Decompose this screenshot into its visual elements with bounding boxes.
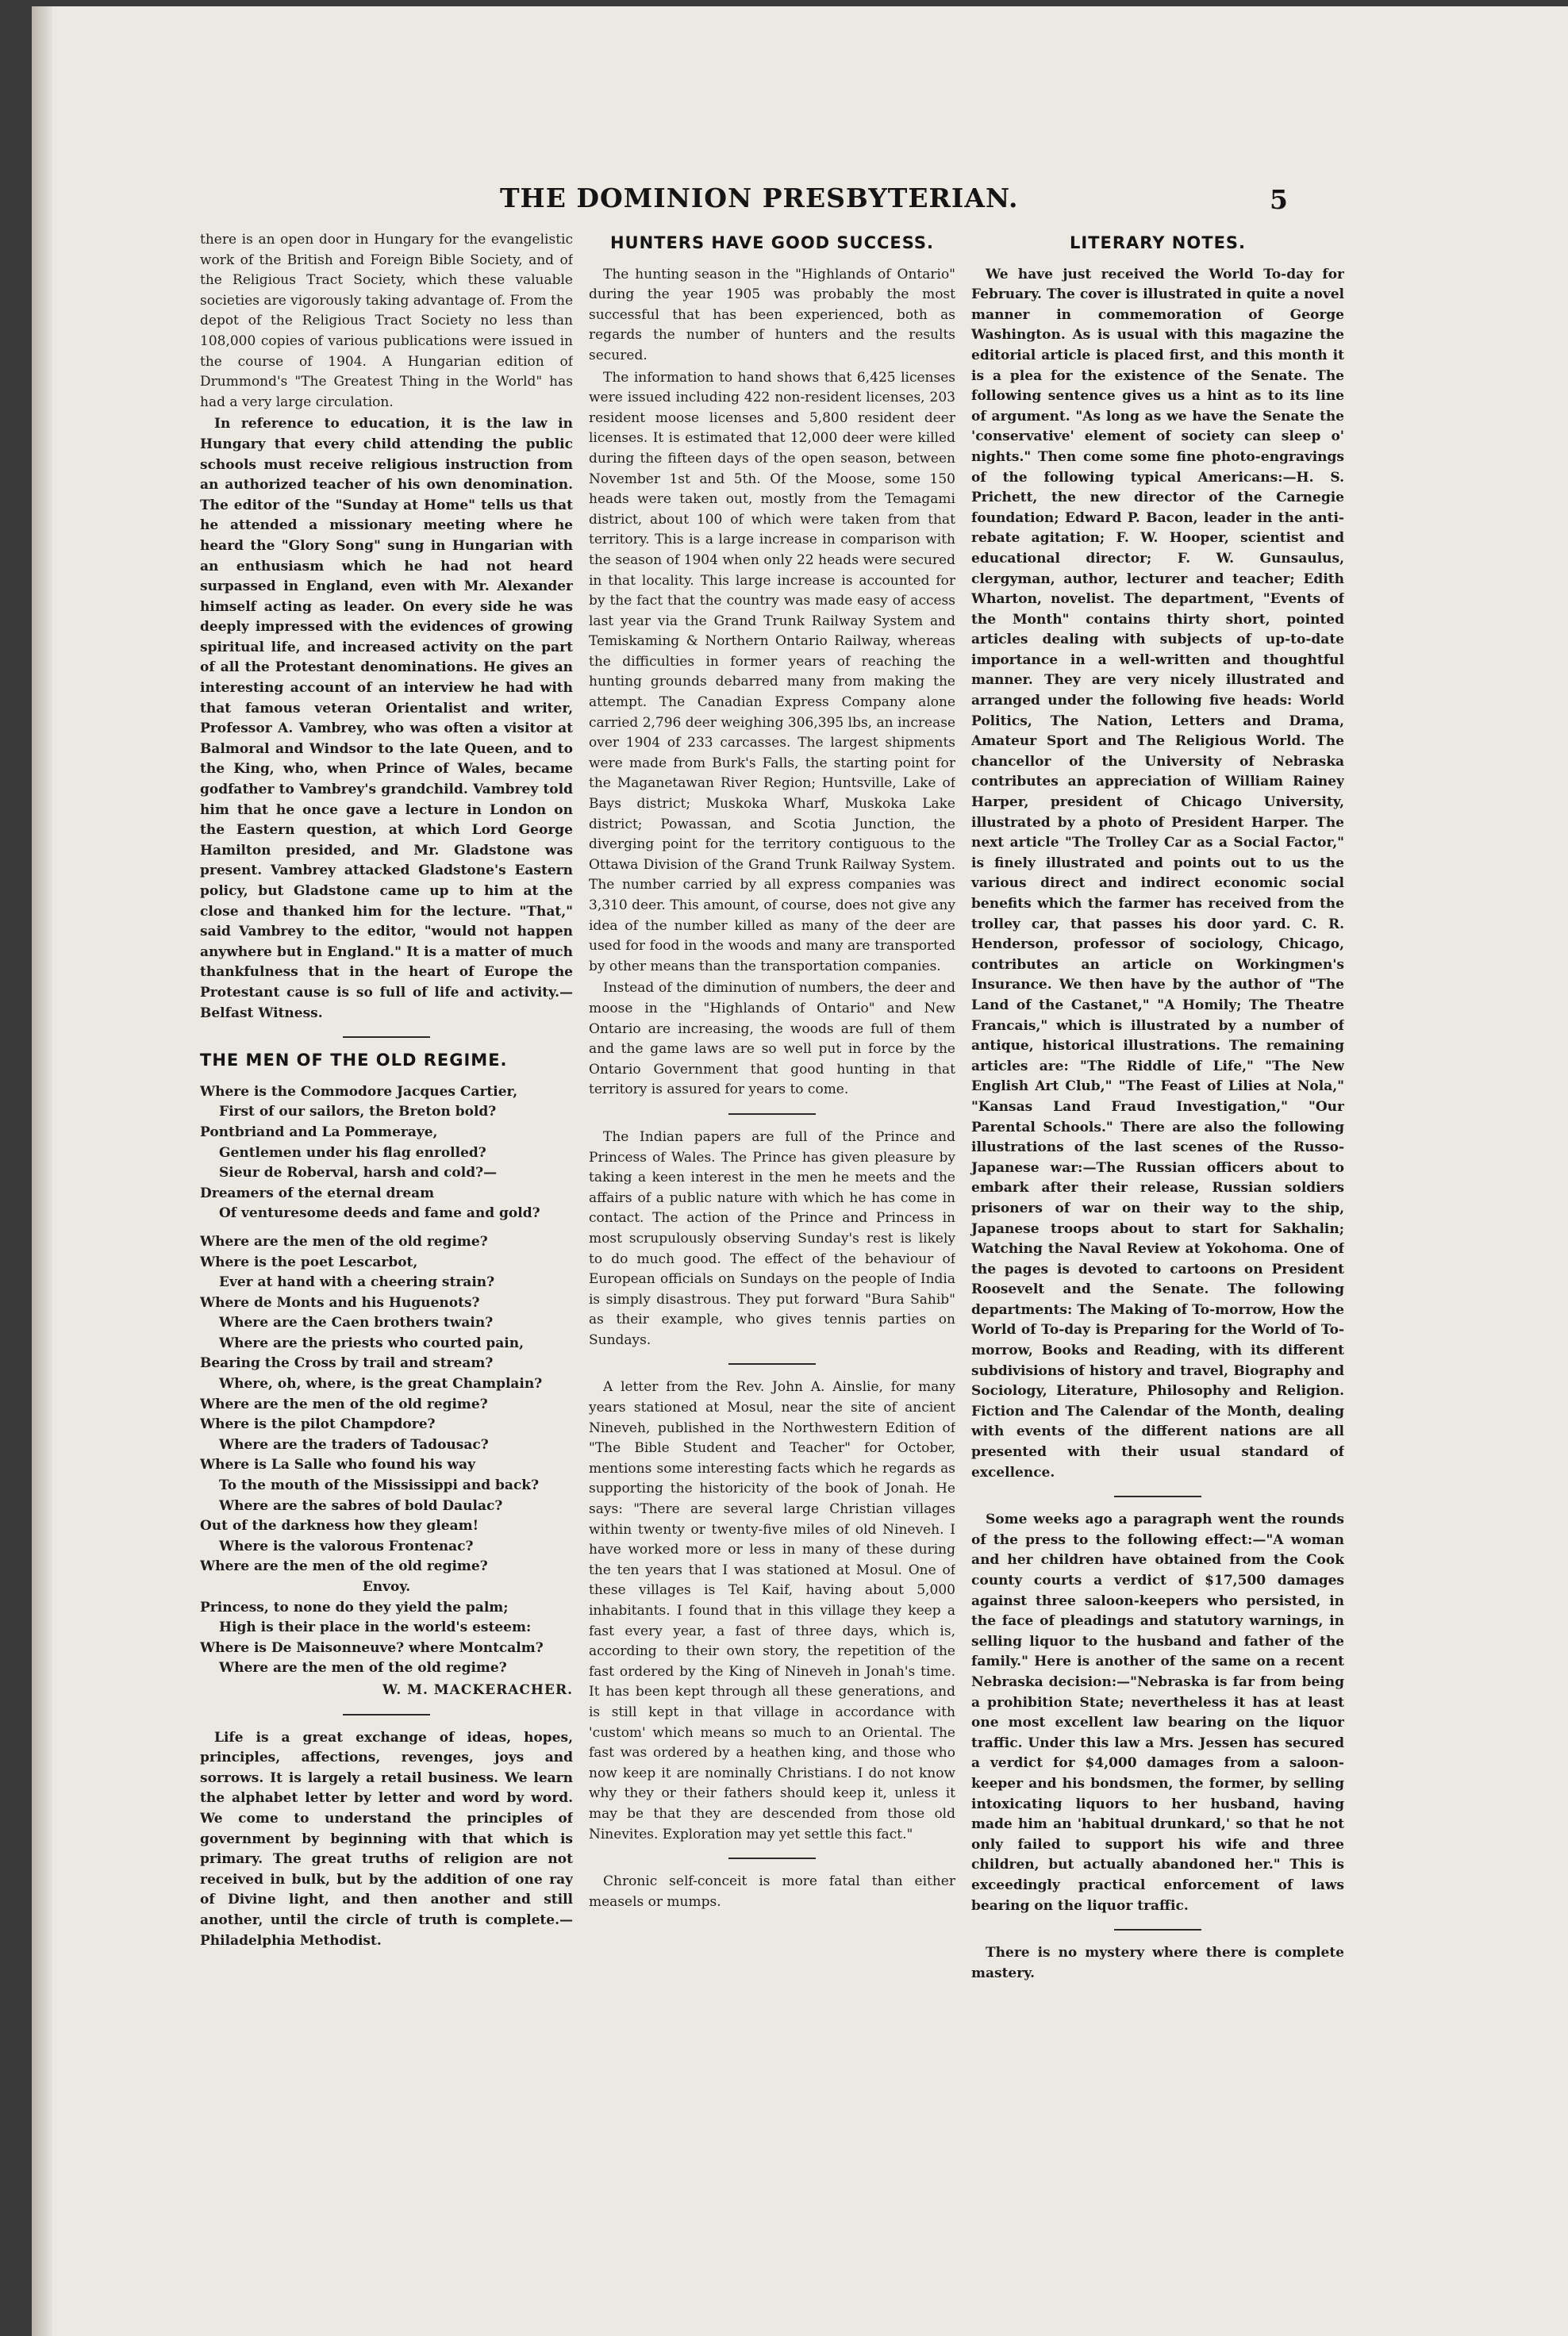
poem-line: Where, oh, where, is the great Champlain? [219,1376,543,1393]
poem-line: Gentlemen under his flag enrolled? [219,1144,486,1161]
poem-line: Dreamers of the eternal dream [200,1185,435,1201]
envoy-line: High is their place in the world's esteem: [219,1619,532,1636]
poem-line: To the mouth of the Mississippi and back? [219,1477,540,1494]
chronic-conceit-paragraph: Chronic self-conceit is more fatal than either measels or mumps. [589,1873,955,1910]
poem-line: Where are the men of the old regime? [200,1396,488,1412]
hunters-paragraph-1: The hunting season in the "Highlands of Ontario" during the year 1905 was probably the most successful that has been experienced, both as regards the number of hunters and the results secured. [589,266,955,363]
envoy-line: Where is De Maisonneuve? where Montcalm? [200,1639,544,1656]
poem-line: Where is the valorous Frontenac? [219,1538,474,1554]
poem-line: Where is La Salle who found his way [200,1457,475,1473]
hunters-paragraph-2: The information to hand shows that 6,425 licenses were issued including 422 non-resident licenses, 203 resident moose licenses and 5,800 resident deer licenses. It is estimated that 12,000 deer were killed during the fifteen days of the open season, between November 1st and 5th. Of the Moose, some 150 heads were taken out, mostly from the Temagami district, about 100 of which were taken from that territory. This is a large increase in comparison with the season of 1904 when only 22 heads were secured in that locality. This large increase is accounted for by the fact that the country was made easy of access last year via the Grand Trunk Railway System and Temiskaming & Northern Ontario Railway, whereas the difficulties in former years of reaching the hunting grounds debarred many from making the attempt. The Canadian Express Company alone carried 2,796 deer weighing 306,395 lbs, an increase over 1904 of 233 carcasses. The largest shipments were made from Burk's Falls, the starting point for the Maganetawan River Region; Huntsville, Lake of Bays district; Muskoka Wharf, Muskoka Lake district; Powassan, and Scotia Junction, the diverging point for the territory contiguous to the Ottawa Division of the Grand Trunk Railway System. The number carried by all express companies was 3,310 deer. This amount, of course, does not give any idea of the number killed as many of the deer are used for food in the woods and many are transported by other means than the transportation companies. [589,369,955,974]
column-right [955,230,1344,2214]
poem-line: Pontbriand and La Pommeraye, [200,1124,438,1140]
poem-signature: W. M. MACKERACHER. [382,1681,573,1698]
poem-line: Where are the Caen brothers twain? [219,1315,494,1331]
section-divider [343,1714,430,1716]
poem-line: Bearing the Cross by trail and stream? [200,1355,494,1372]
newspaper-page [32,6,1568,2336]
section-divider [728,1113,816,1115]
poem-line: Where are the sabres of bold Daulac? [219,1497,503,1514]
poem-line: Of venturesome deeds and fame and gold? [219,1205,540,1222]
section-divider [343,1036,430,1038]
poem-line: Where are the priests who courted pain, [219,1335,525,1351]
section-divider [1114,1496,1201,1497]
poem-line: First of our sailors, the Breton bold? [219,1104,497,1120]
poem-line: Where are the men of the old regime? [200,1233,488,1250]
hungary-paragraph-1: there is an open door in Hungary for the evangelistic work of the British and Foreign Bible Society, and of the Religious Tract Society, which these valuable societies are vigorously taking advantage of. From the depot of the Religious Tract Society no less than 108,000 copies of various publications were issued in the course of 1904. A Hungarian edition of Drummond's "The Greatest Thing in the World" has had a very large circulation. [200,232,573,410]
column-left [200,230,573,2214]
poem-title: THE MEN OF THE OLD REGIME. [200,1051,508,1070]
section-divider [728,1858,816,1859]
indian-papers-paragraph: The Indian papers are full of the Prince and Princess of Wales. The Prince has given pleasure by taking a keen interest in the men he meets and the affairs of a public nature with which he has come in contact. The action of the Prince and Princess in most scrupulously observing Sunday's rest is likely to do much good. The effect of the behaviour of European officials on Sundays on the people of India is simply disastrous. They put forward "Bura Sahib" as their example, who gives tennis parties on Sundays. [589,1128,955,1348]
page-header [32,182,1568,227]
envoy-label: Envoy. [362,1579,411,1595]
literary-notes-paragraph: We have just received the World To-day for February. The cover is illustrated in quite a novel manner in commemoration of George Washington. As is usual with this magazine the editorial article is placed first, and this month it is a plea for the existence of the Senate. The following sentence gives us a hint as to its line of argument. "As long as we have the Senate the 'conservative' element of society can sleep o' nights." Then come some fine photo-engravings of the following typical Americans:—H. S. Prichett, the new director of the Carnegie foundation; Edward P. Bacon, leader in the anti-rebate agitation; F. W. Hooper, scientist and educational director; F. W. Gunsaulus, clergyman, author, lecturer and teacher; Edith Wharton, novelist. The department, "Events of the Month" contains thirty short, pointed articles dealing with subjects of up-to-date importance in a well-written and thoughtful manner. They are very nicely illustrated and arranged under the following five heads: World Politics, The Nation, Letters and Drama, Amateur Sport and The Religious World. The chancellor of the University of Nebraska contributes an appreciation of William Rainey Harper, president of Chicago University, illustrated by a photo of President Harper. The next article "The Trolley Car as a Social Factor," is finely illustrated and points out to us the various direct and indirect economic social benefits which the farmer has received from the trolley car, that passes his door yard. C. R. Henderson, professor of sociology, Chicago, contributes an article on Workingmen's Insurance. We then have by the author of "The Land of the Castanet," "A Homily; The Theatre Francais," which is illustrated by a number of antique, historical illustrations. The remaining articles are: "The Riddle of Life," "The New English Art Club," "The Feast of Lilies at Nola," "Kansas Land Fraud Investigation," "Our Parental Schools." There are also the following illustrations of the last scenes of the Russo-Japanese war:—The Russian officers about to embark after their release, Russian soldiers prisoners of war on their way to the ship, Japanese troops about to start for Sakhalin; Watching the Naval Review at Yokohoma. One of the pages is devoted to cartoons on President Roosevelt and the Senate. The following departments: The Making of To-morrow, How the World of To-day is Preparing for the World of To-morrow, Books and Reading, with its different subdivisions of history and travel, Biography and Sociology, Literature, Philosophy and Religion. Fiction and The Calendar of the Month, dealing with events of the different nations are all presented with their usual standard of excellence. [971,266,1344,1481]
poem-line: Where are the men of the old regime? [200,1558,488,1575]
section-divider [1114,1929,1201,1931]
poem-line: Where is the pilot Champdore? [200,1416,436,1433]
hungary-paragraph-2: In reference to education, it is the law in Hungary that every child attending the public schools must receive religious instruction from an authorized teacher of his own denomination. The editor of the "Sunday at Home" tells us that he attended a missionary meeting where he heard the "Glory Song" sung in Hungarian with an enthusiasm which he had not heard surpassed in England, even with Mr. Alexander himself acting as leader. On every side he was deeply impressed with the evidences of growing spiritual life, and increased activity on the part of all the Protestant denominations. He gives an interesting account of an interview he had with that famous veteran Orientalist and writer, Professor A. Vambrey, who was often a visitor at Balmoral and Windsor to the late Queen, and to the King, who, when Prince of Wales, became godfather to Vambrey's grandchild. Vambrey told him that he once gave a lecture in London on the Eastern question, at which Lord George Hamilton presided, and Mr. Gladstone was present. Vambrey attacked Gladstone's Eastern policy, but Gladstone came up to him at the close and thanked him for the lecture. "That," said Vambrey to the editor, "would not happen anywhere but in England." It is a matter of much thankfulness that in the heart of Europe the Protestant cause is so full of life and activity.—Belfast Witness. [200,416,573,1021]
page-number: 5 [1270,184,1288,215]
mystery-paragraph: There is no mystery where there is complete mastery. [971,1945,1344,1981]
envoy-line: Princess, to none do they yield the palm; [200,1599,509,1616]
life-exchange-paragraph: Life is a great exchange of ideas, hopes, principles, affections, revenges, joys and sorrows. It is largely a retail business. We learn the alphabet letter by letter and word by word. We come to understand the principles of government by beginning with that which is primary. The great truths of religion are not received in bulk, but by the addition of one ray of Divine light, and then another and still another, until the circle of truth is complete.—Philadelphia Methodist. [200,1729,573,1949]
poem-line: Where are the traders of Tadousac? [219,1436,489,1453]
column-middle [573,230,955,2214]
section-divider [728,1363,816,1365]
poem-body [200,1082,573,1679]
hunters-title: HUNTERS HAVE GOOD SUCCESS. [609,233,935,252]
envoy-line: Where are the men of the old regime? [219,1660,507,1677]
poem-line: Where is the Commodore Jacques Cartier, [200,1083,518,1100]
poem-line: Ever at hand with a cheering strain? [219,1274,495,1291]
poem-line: Out of the darkness how they gleam! [200,1518,479,1535]
literary-notes-title: LITERARY NOTES. [1069,233,1247,252]
ainslie-letter-paragraph: A letter from the Rev. John A. Ainslie, for many years stationed at Mosul, near the site of ancient Nineveh, published in the Northwestern Edition of "The Bible Student and Teacher" for October, mentions some interesting facts which he regards as supporting the historicity of the book of Jonah. He says: "There are several large Christian villages within twenty or twenty-five miles of old Nineveh. I have worked more or less in many of these during the ten years that I was stationed at Mosul. One of these villages is Tel Kaif, having about 5,000 inhabitants. I found that in this village they keep a fast every year, a fast of three days, which is, according to their own story, the repetition of the fast ordered by the King of Nineveh in Jonah's time. It has been kept through all these generations, and is still kept in that village in accordance with 'custom' which means so much to an Oriental. The fast was ordered by a heathen king, and those who now keep it are nominally Christians. I do not know why they or their fathers should keep it, unless it may be that they are descended from those old Ninevites. Exploration may yet settle this fact." [589,1379,955,1842]
hunters-paragraph-3: Instead of the diminution of numbers, the deer and moose in the "Highlands of Ontario" and New Ontario are increasing, the woods are full of them and the game laws are so well put in force by the Ontario Government that good hunting in that territory is assured for years to come. [589,980,955,1098]
poem-line: Where is the poet Lescarbot, [200,1254,418,1270]
masthead: THE DOMINION PRESBYTERIAN. [500,182,1019,213]
poem-line: Sieur de Roberval, harsh and cold?— [219,1165,498,1181]
poem-line: Where de Monts and his Huguenots? [200,1294,480,1311]
liquor-verdict-paragraph: Some weeks ago a paragraph went the rounds of the press to the following effect:—"A woman and her children have obtained from the Cook county courts a verdict of $17,500 damages against three saloon-keepers who persisted, in the face of pleadings and statutory warnings, in selling liquor to the husband and father of the family." Here is another of the same on a recent Nebraska decision:—"Nebraska is far from being a prohibition State; nevertheless it has at least one most excellent law bearing on the liquor traffic. Under this law a Mrs. Jessen has secured a verdict for $4,000 damages from a saloon-keeper and his bondsmen, the former, by selling intoxicating liquors to her husband, having made him an 'habitual drunkard,' so that he not only failed to support his wife and three children, but actually abandoned her." This is exceedingly practical enforcement of laws bearing on the liquor traffic. [971,1512,1344,1914]
